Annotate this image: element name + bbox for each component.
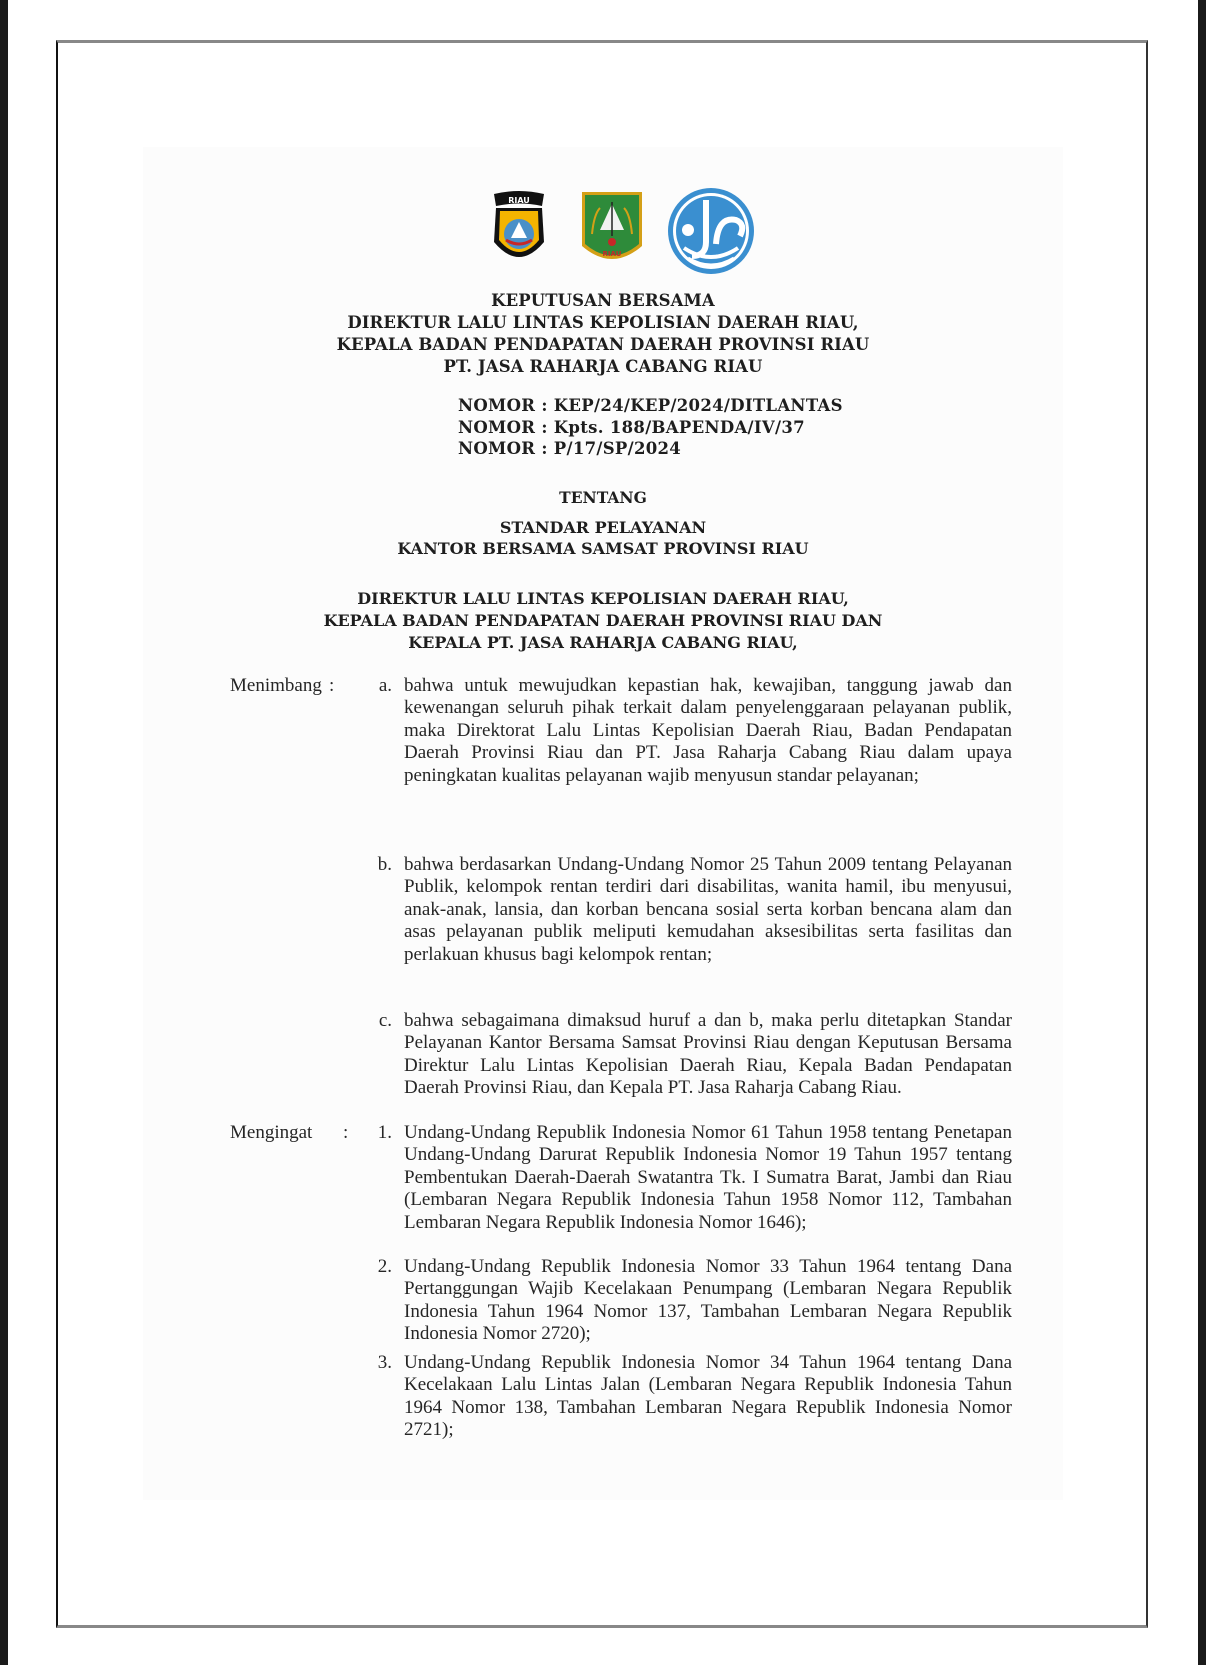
subject-line: STANDAR PELAYANAN [499,518,707,537]
item-marker: a. [378,675,392,696]
menimbang-item: bahwa sebagaimana dimaksud huruf a dan b, maka perlu ditetapkan Standar Pelayanan Kantor Bersama Samsat Provinsi Riau dengan Keputusan Bersama Direktur Lalu Lintas Kepolisian Daerah Riau, Kepala Badan Pendapatan Daerah Provinsi Riau, dan Kepala PT. Jasa Raharja Cabang Riau. [404,1010,1012,1099]
decree-number: NOMOR : KEP/24/KEP/2024/DITLANTAS [458,396,843,415]
province-emblem-label: RIAU [602,250,622,258]
heading-line: KEPALA BADAN PENDAPATAN DAERAH PROVINSI RIAU [336,335,870,354]
item-marker: b. [377,854,392,875]
officials-line: KEPALA BADAN PENDAPATAN DAERAH PROVINSI RIAU DAN [323,611,883,630]
logo-row [490,190,760,270]
item-marker: c. [378,1010,392,1031]
decree-heading [143,290,1063,378]
jasa-raharja-logo-icon [666,186,756,276]
item-marker: 2. [377,1256,392,1277]
decree-number: NOMOR : P/17/SP/2024 [458,439,682,458]
heading-line: PT. JASA RAHARJA CABANG RIAU [443,357,763,376]
menimbang-colon: : [329,675,335,696]
viewer-edge-left [0,0,8,1665]
riau-province-emblem-icon [580,190,644,268]
menimbang-label: Menimbang [230,675,322,696]
mengingat-colon: : [343,1122,349,1143]
mengingat-item: Undang-Undang Republik Indonesia Nomor 33 Tahun 1964 tentang Dana Pertanggungan Wajib Kecelakaan Penumpang (Lembaran Negara Republik Indonesia Tahun 1964 Nomor 137, Tambahan Lembaran Negara Republik Indonesia Nomor 2720); [404,1256,1012,1345]
subject-line: KANTOR BERSAMA SAMSAT PROVINSI RIAU [397,539,809,558]
menimbang-item: bahwa berdasarkan Undang-Undang Nomor 25 Tahun 2009 tentang Pelayanan Publik, kelompok rentan terdiri dari disabilitas, wanita hamil, ibu menyusui, anak-anak, lansia, dan korban bencana sosial serta korban bencana alam dan asas pelayanan publik meliputi kemudahan aksesibilitas serta fasilitas dan perlakuan khusus bagi kelompok rentan; [404,854,1012,965]
officials-line: DIREKTUR LALU LINTAS KEPOLISIAN DAERAH RIAU, [357,589,849,608]
police-emblem-label: RIAU [508,196,530,205]
decree-subject [143,517,1063,559]
mengingat-item: Undang-Undang Republik Indonesia Nomor 61 Tahun 1958 tentang Penetapan Undang-Undang Darurat Republik Indonesia Nomor 19 Tahun 1957 tentang Pembentukan Daerah-Daerah Swatantra Tk. I Sumatra Barat, Jambi dan Riau (Lembaran Negara Republik Indonesia Tahun 1958 Nomor 112, Tambahan Lembaran Negara Republik Indonesia Nomor 1646); [404,1122,1012,1233]
mengingat-item: Undang-Undang Republik Indonesia Nomor 34 Tahun 1964 tentang Dana Kecelakaan Lalu Lintas Jalan (Lembaran Negara Republik Indonesia Tahun 1964 Nomor 138, Tambahan Lembaran Negara Republik Indonesia Nomor 2721); [404,1352,1012,1441]
mengingat-label: Mengingat [230,1122,313,1143]
item-marker: 1. [377,1122,392,1143]
heading-line: KEPUTUSAN BERSAMA [491,291,715,310]
police-riau-emblem-icon [490,190,548,268]
officials-line: KEPALA PT. JASA RAHARJA CABANG RIAU, [408,633,798,652]
officials-heading [143,588,1063,654]
menimbang-item: bahwa untuk mewujudkan kepastian hak, kewajiban, tanggung jawab dan kewenangan seluruh pihak terkait dalam penyelenggaraan pelayanan publik, maka Direktorat Lalu Lintas Kepolisian Daerah Riau, Badan Pendapatan Daerah Provinsi Riau dan PT. Jasa Raharja Cabang Riau dalam upaya peningkatan kualitas pelayanan wajib menyusun standar pelayanan; [404,675,1012,786]
decree-numbers [458,395,843,460]
heading-line: DIREKTUR LALU LINTAS KEPOLISIAN DAERAH RIAU, [347,313,859,332]
decree-number: NOMOR : Kpts. 188/BAPENDA/IV/37 [458,417,805,437]
item-marker: 3. [377,1352,392,1373]
tentang-label: TENTANG [559,488,647,507]
viewer-edge-right [1198,0,1206,1665]
